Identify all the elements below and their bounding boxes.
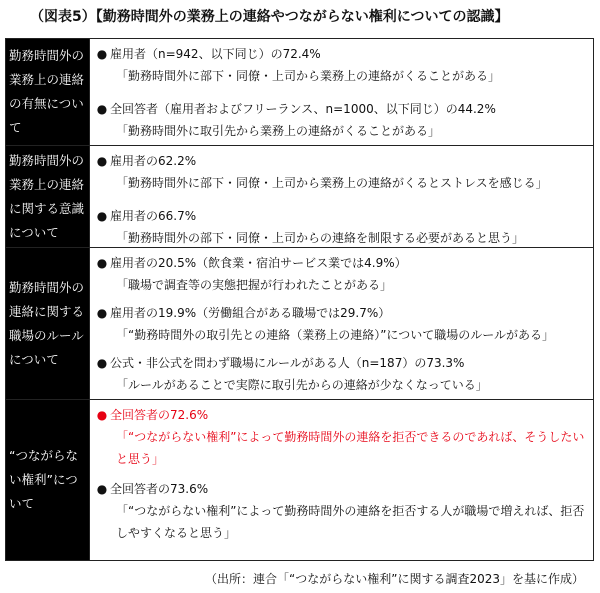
bullet-icon: ● [96,408,108,422]
section-body [89,39,593,145]
list-item [94,98,593,142]
item-quote: 「勤務時間外に取引先から業務上の連絡がくることがある」 [116,124,441,138]
section-header-text: “つながらな い権利”につ いて [9,448,78,511]
section-header [6,400,89,560]
section-header-text: 勤務時間外の 業務上の連絡 の有無につい て [9,48,85,135]
section-body [89,146,593,247]
item-lead: 全回答者の72.6% [110,408,209,422]
item-quote: 「“つながらない権利”によって勤務時間外の連絡を拒否する人が職場で増えれば、拒否しやすくなると思う」 [116,504,585,540]
item-quote: 「勤務時間外の部下・同僚・上司からの連絡を制限する必要があると思う」 [116,231,525,245]
section-body [89,400,593,560]
item-quote: 「勤務時間外に部下・同僚・上司から業務上の連絡がくるとストレスを感じる」 [116,176,548,190]
bullet-icon: ● [96,154,108,168]
item-lead: 公式・非公式を問わず職場にルールがある人（n=187）の73.3% [110,356,465,370]
bullet-icon: ● [96,306,108,320]
list-item [94,252,593,296]
item-lead: 雇用者の20.5%（飲食業・宿泊サービス業では4.9%） [110,256,407,270]
list-item [94,205,593,249]
item-lead: 雇用者の66.7% [110,209,197,223]
item-lead: 全回答者（雇用者およびフリーランス、n=1000、以下同じ）の44.2% [110,102,496,116]
figure-title: （図表5）【勤務時間外の業務上の連絡やつながらない権利についての認識】 [30,9,509,25]
section-contact-awareness [6,146,593,248]
section-header-text: 勤務時間外の 業務上の連絡 に関する意識 について [9,152,85,240]
bullet-icon: ● [96,256,108,270]
item-lead: 全回答者の73.6% [110,482,209,496]
section-contact-existence [6,39,593,146]
bullet-icon: ● [96,482,108,496]
source-note: （出所：連合「“つながらない権利”に関する調査2023」を基に作成） [205,572,584,586]
list-item [94,478,593,544]
bullet-icon: ● [96,356,108,370]
summary-table [5,38,594,561]
section-workplace-rules [6,248,593,400]
item-quote: 「勤務時間外に部下・同僚・上司から業務上の連絡がくることがある」 [116,69,501,83]
section-header-text: 勤務時間外の 連絡に関する 職場のルール について [9,279,85,367]
list-item [94,302,593,346]
section-right-to-disconnect [6,400,593,560]
item-quote: 「職場で調査等の実態把握が行われたことがある」 [116,278,393,292]
list-item [94,150,593,194]
section-header [6,248,89,399]
section-body [89,248,593,399]
bullet-icon: ● [96,102,108,116]
item-quote: 「“勤務時間外の取引先との連絡（業務上の連絡）”について職場のルールがある」 [116,328,554,342]
list-item [94,352,593,396]
item-quote: 「ルールがあることで実際に取引先からの連絡が少なくなっている」 [116,378,488,392]
section-header [6,39,89,145]
item-lead: 雇用者の19.9%（労働組合がある職場では29.7%） [110,306,391,320]
list-item-highlighted [94,404,593,470]
section-header [6,146,89,247]
list-item [94,43,593,87]
item-quote: 「“つながらない権利”によって勤務時間外の連絡を拒否できるのであれば、そうしたいと思う」 [116,430,585,466]
item-lead: 雇用者の62.2% [110,154,197,168]
item-lead: 雇用者（n=942、以下同じ）の72.4% [110,47,321,61]
bullet-icon: ● [96,209,108,223]
bullet-icon: ● [96,47,108,61]
